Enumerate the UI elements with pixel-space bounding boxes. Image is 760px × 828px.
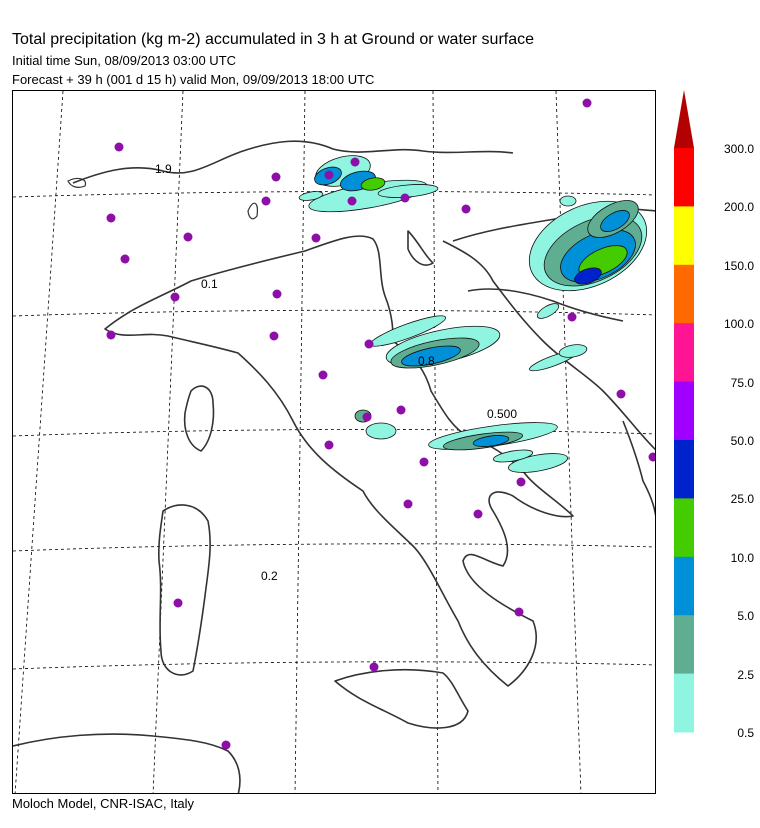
legend-level-label: 25.0 bbox=[730, 492, 754, 507]
station-dot bbox=[115, 143, 124, 152]
precip-cell bbox=[560, 196, 576, 206]
station-dot bbox=[273, 290, 282, 299]
station-dot bbox=[121, 255, 130, 264]
contour-label: 0.2 bbox=[261, 569, 278, 583]
station-dot bbox=[474, 510, 483, 519]
station-dot bbox=[222, 741, 231, 750]
contour-label: 0.500 bbox=[487, 407, 518, 421]
precip-cell bbox=[558, 343, 588, 360]
station-dot bbox=[617, 390, 626, 399]
contour-labels bbox=[155, 162, 517, 583]
precipitation-map bbox=[12, 90, 656, 794]
legend-swatch bbox=[674, 265, 694, 324]
station-dot bbox=[348, 197, 357, 206]
precip-cell bbox=[366, 423, 396, 439]
model-credit: Moloch Model, CNR-ISAC, Italy bbox=[12, 796, 195, 811]
forecast-valid-label: Forecast + 39 h (001 d 15 h) valid Mon, 09/09/2013 18:00 UTC bbox=[12, 72, 375, 87]
station-dot bbox=[363, 413, 372, 422]
contour-label: 1.9 bbox=[155, 162, 172, 176]
station-dot bbox=[568, 313, 577, 322]
color-legend bbox=[674, 90, 694, 736]
station-dot bbox=[649, 453, 657, 462]
station-dot bbox=[401, 194, 410, 203]
legend-swatch bbox=[674, 498, 694, 557]
legend-level-label: 2.5 bbox=[737, 667, 754, 682]
legend-swatch bbox=[674, 440, 694, 499]
legend-swatch bbox=[674, 382, 694, 441]
station-dot bbox=[174, 599, 183, 608]
legend-swatch bbox=[674, 148, 694, 207]
station-dot bbox=[171, 293, 180, 302]
station-dot bbox=[365, 340, 374, 349]
station-dot bbox=[107, 331, 116, 340]
station-dot bbox=[325, 441, 334, 450]
contour-label: 0.8 bbox=[418, 354, 435, 368]
legend-level-label: 75.0 bbox=[730, 375, 754, 390]
legend-swatch bbox=[674, 206, 694, 265]
legend-swatch bbox=[674, 674, 694, 733]
map-canvas bbox=[13, 91, 656, 794]
station-dot bbox=[517, 478, 526, 487]
station-dot bbox=[312, 234, 321, 243]
station-dot bbox=[319, 371, 328, 380]
legend-level-label: 150.0 bbox=[723, 258, 754, 273]
precip-cell bbox=[535, 301, 561, 322]
station-dot bbox=[270, 332, 279, 341]
station-dot bbox=[184, 233, 193, 242]
station-dot bbox=[583, 99, 592, 108]
station-dot bbox=[462, 205, 471, 214]
legend-level-label: 300.0 bbox=[723, 142, 754, 156]
station-dot bbox=[262, 197, 271, 206]
legend-swatch bbox=[674, 323, 694, 382]
legend-level-label: 10.0 bbox=[730, 550, 754, 565]
legend-colorbar bbox=[674, 90, 694, 736]
station-dot bbox=[370, 663, 379, 672]
station-dot bbox=[420, 458, 429, 467]
station-dot bbox=[404, 500, 413, 509]
station-dot bbox=[107, 214, 116, 223]
lakes bbox=[68, 179, 257, 219]
map-title: Total precipitation (kg m-2) accumulated in 3 h at Ground or water surface bbox=[12, 31, 535, 48]
legend-level-label: 100.0 bbox=[723, 317, 754, 332]
station-dot bbox=[325, 171, 334, 180]
legend-arrow bbox=[674, 90, 694, 148]
station-dot bbox=[351, 158, 360, 167]
legend-level-label: 0.5 bbox=[737, 726, 754, 740]
station-dot bbox=[397, 406, 406, 415]
legend-level-label: 200.0 bbox=[723, 200, 754, 215]
contour-label: 0.1 bbox=[201, 277, 218, 291]
legend-swatch bbox=[674, 615, 694, 674]
legend-level-label: 50.0 bbox=[730, 434, 754, 448]
station-dot bbox=[515, 608, 524, 617]
legend-level-label: 5.0 bbox=[737, 609, 754, 624]
legend-swatch bbox=[674, 557, 694, 616]
station-dot bbox=[272, 173, 281, 182]
initial-time-label: Initial time Sun, 08/09/2013 03:00 UTC bbox=[12, 53, 237, 68]
